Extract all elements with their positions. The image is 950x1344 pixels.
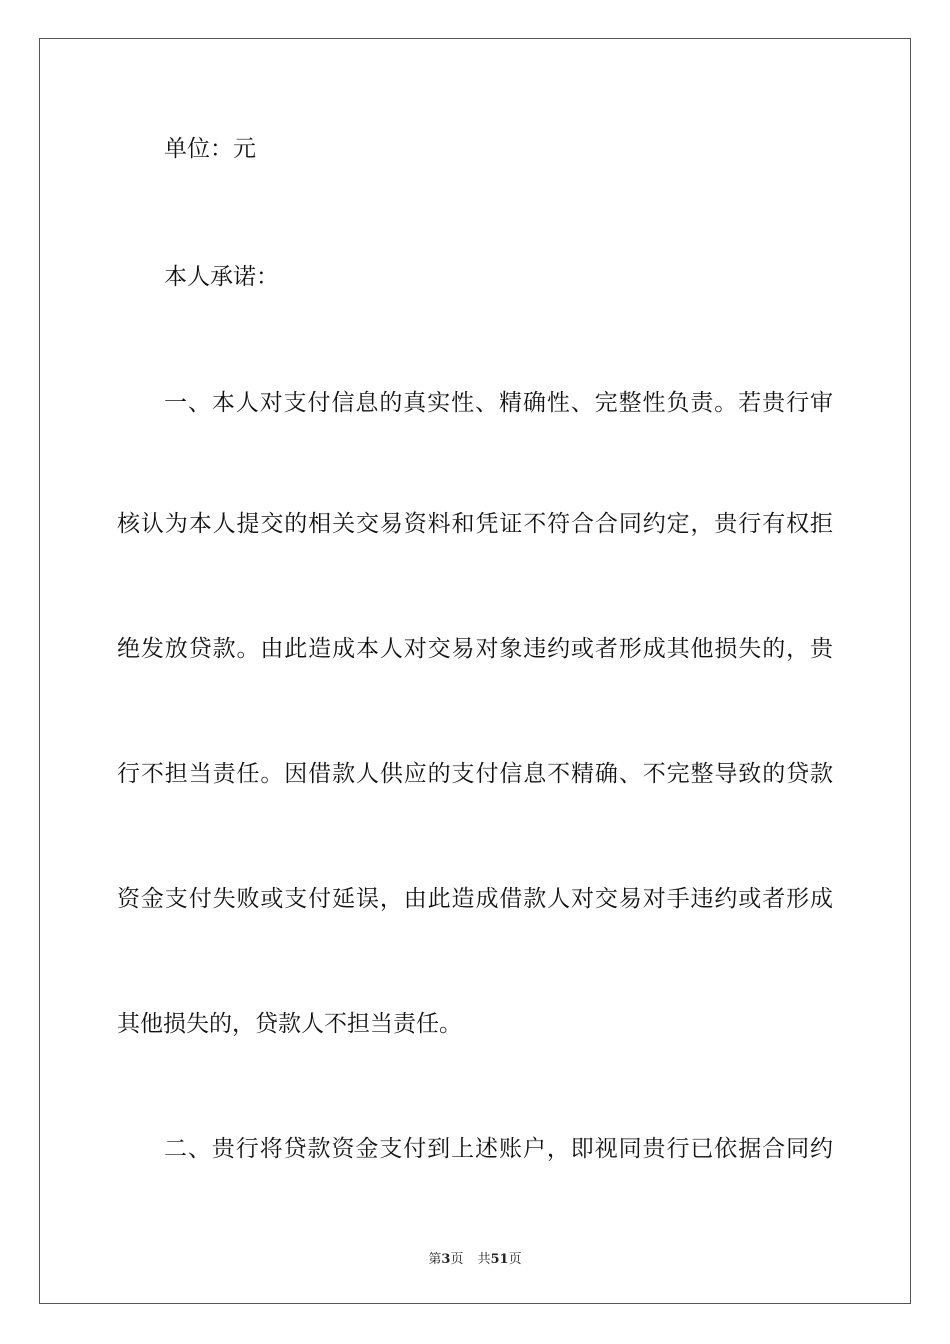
footer-total-prefix: 共 xyxy=(477,1252,491,1267)
paragraph-1-line-6: 其他损失的，贷款人不担当责任。 xyxy=(117,1011,462,1037)
paragraph-1-line-5: 资金支付失败或支付延误，由此造成借款人对交易对手违约或者形成 xyxy=(117,886,833,912)
footer-page-total: 51 xyxy=(490,1252,509,1267)
paragraph-1-line-2: 核认为本人提交的相关交易资料和凭证不符合合同约定，贵行有权拒 xyxy=(117,511,833,537)
paragraph-2-line-1: 二、贵行将贷款资金支付到上述账户，即视同贵行已依据合同约 xyxy=(164,1136,833,1162)
page-frame xyxy=(39,38,911,1304)
unit-line: 单位：元 xyxy=(164,136,256,162)
paragraph-1-line-1: 一、本人对支付信息的真实性、精确性、完整性负责。若贵行审 xyxy=(164,390,833,416)
footer-page-suffix: 页 xyxy=(450,1252,464,1267)
paragraph-1-line-4: 行不担当责任。因借款人供应的支付信息不精确、不完整导致的贷款 xyxy=(117,761,833,787)
footer-page-current: 3 xyxy=(441,1252,451,1267)
footer-page-prefix: 第 xyxy=(428,1252,442,1267)
paragraph-1-line-3: 绝发放贷款。由此造成本人对交易对象违约或者形成其他损失的，贵 xyxy=(117,636,833,662)
footer-total-suffix: 页 xyxy=(508,1252,522,1267)
commitment-heading: 本人承诺： xyxy=(164,264,279,290)
page-footer xyxy=(0,1248,950,1267)
